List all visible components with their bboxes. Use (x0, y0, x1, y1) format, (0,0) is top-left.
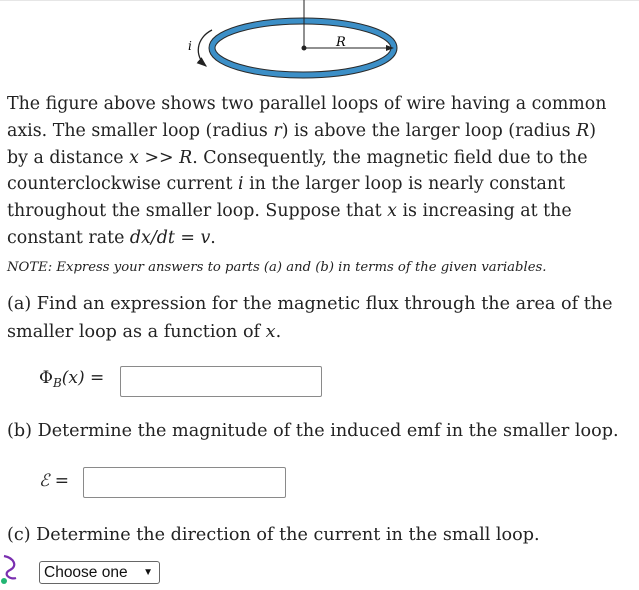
part-c-question: (c) Determine the direction of the current in the small loop. (7, 525, 540, 545)
emf-label: ℰ = (39, 471, 69, 491)
direction-select[interactable] (39, 561, 160, 584)
note-text: NOTE: Express your answers to parts (a) and (b) in terms of the given variables. (7, 260, 547, 275)
chevron-down-icon: ▼ (143, 567, 153, 578)
part-b-question: (b) Determine the magnitude of the induced emf in the smaller loop. (7, 421, 619, 441)
emf-answer-input[interactable] (83, 467, 286, 498)
loop-figure (0, 0, 639, 90)
current-label: i (188, 39, 192, 53)
problem-statement: The figure above shows two parallel loops of wire having a common axis. The smaller loop (radius r) is above the larger loop (radius R) by a distance x >> R. Consequently, the magnetic field due to the counterclockwise current i in the larger loop is nearly constant throughout the smaller loop. Suppose that x is increasing at the constant rate dx/dt = v. (7, 94, 607, 248)
part-a-question: (a) Find an expression for the magnetic flux through the area of the smaller loop as a function of x. (7, 294, 613, 342)
direction-select-value: Choose one (44, 564, 128, 581)
flux-label: $\Phi_B(x)$ = (39, 368, 105, 390)
flux-answer-input[interactable] (120, 366, 322, 397)
radius-label: R (336, 35, 346, 50)
hint-swirl-icon[interactable] (0, 554, 22, 588)
